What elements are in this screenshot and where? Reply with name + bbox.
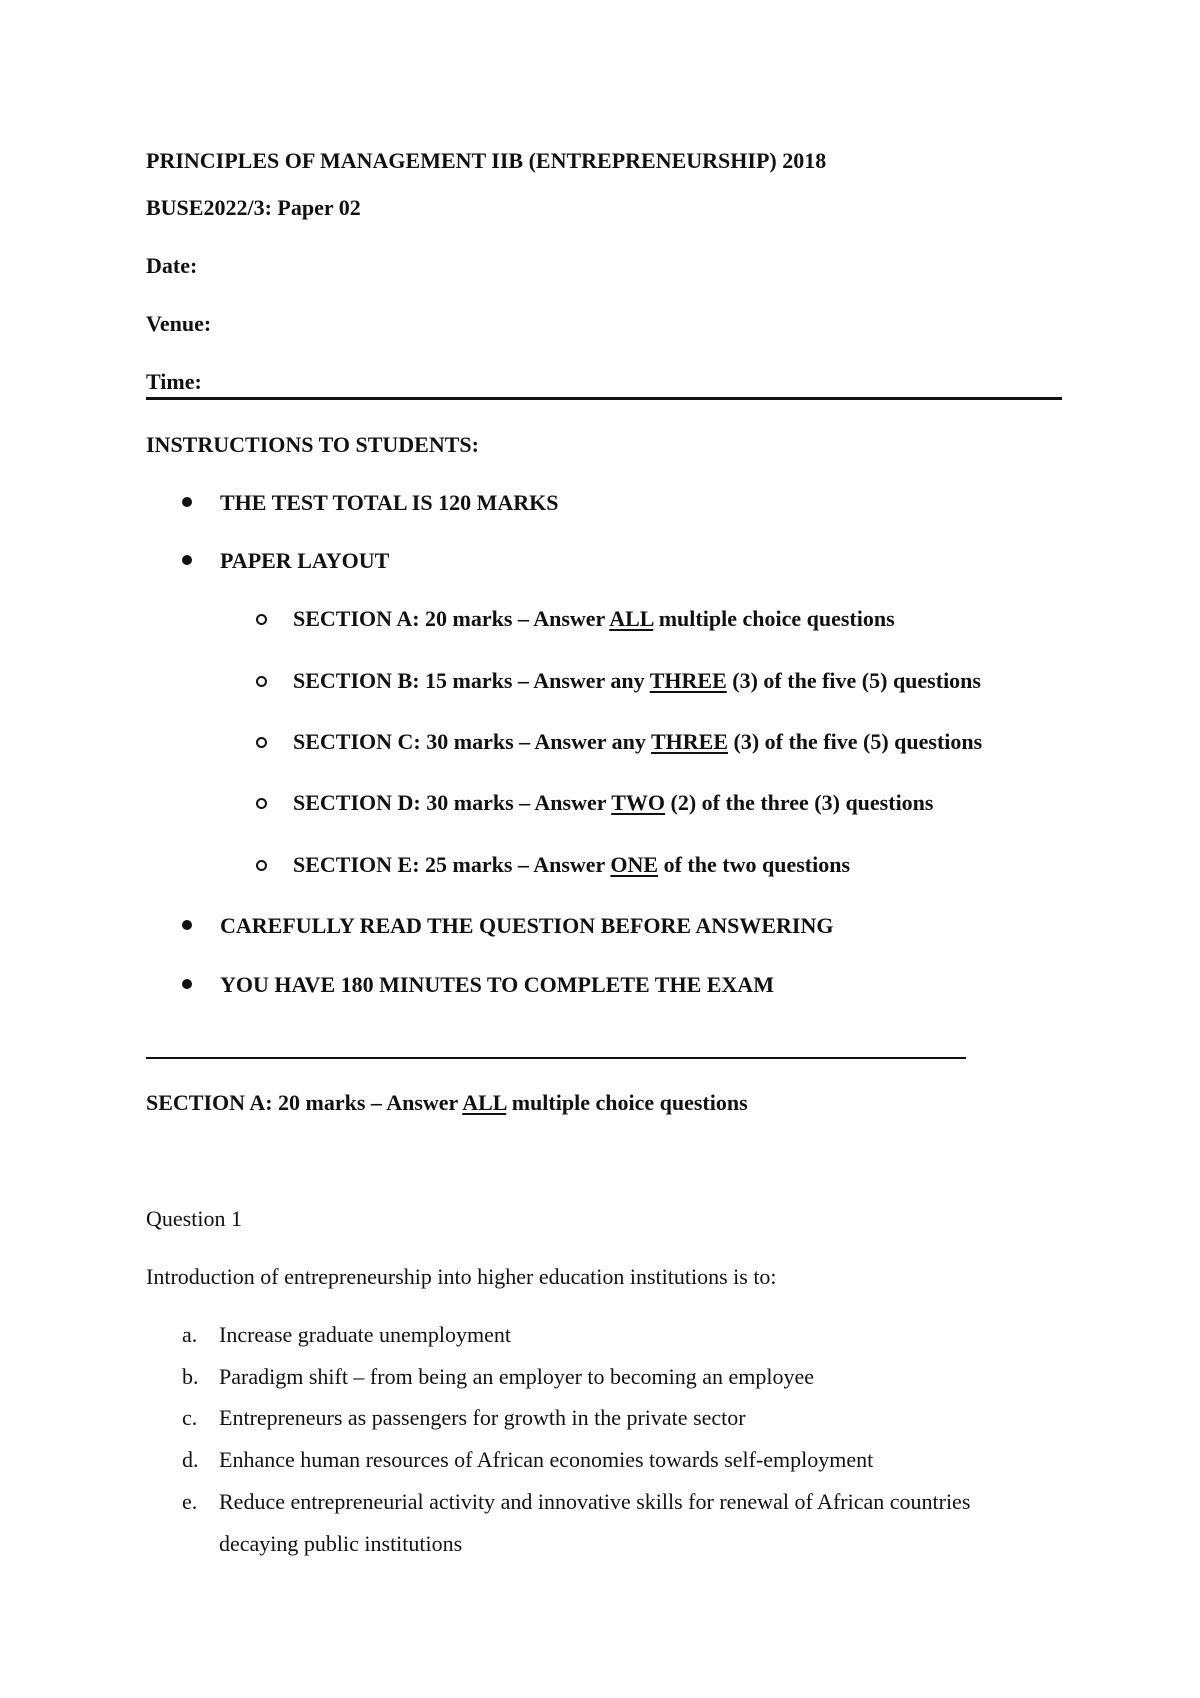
test-total: THE TEST TOTAL IS 120 MARKS bbox=[220, 490, 559, 515]
bullet-icon bbox=[182, 497, 192, 507]
option-b-text: Paradigm shift – from being an employer to becoming an employee bbox=[219, 1364, 815, 1389]
read-carefully: CAREFULLY READ THE QUESTION BEFORE ANSWERING bbox=[220, 913, 834, 938]
instructions-heading: INSTRUCTIONS TO STUDENTS: bbox=[146, 432, 479, 457]
option-b-letter: b. bbox=[182, 1364, 199, 1389]
option-e-text: Reduce entrepreneurial activity and innovative skills for renewal of African countries bbox=[219, 1489, 971, 1514]
bullet-icon bbox=[182, 979, 192, 989]
exam-title: PRINCIPLES OF MANAGEMENT IIB (ENTREPRENEURSHIP) 2018 bbox=[146, 148, 827, 173]
option-d-text: Enhance human resources of African economies towards self-employment bbox=[219, 1447, 874, 1472]
time-label: Time: bbox=[146, 369, 202, 394]
option-e-text-continued: decaying public institutions bbox=[219, 1531, 463, 1556]
section-d-instruction: SECTION D: 30 marks – Answer TWO (2) of the three (3) questions bbox=[293, 790, 934, 815]
section-b-instruction: SECTION B: 15 marks – Answer any THREE (3) of the five (5) questions bbox=[293, 668, 981, 693]
option-d-letter: d. bbox=[182, 1447, 199, 1472]
bullet-icon bbox=[182, 555, 192, 565]
sub-bullet-icon bbox=[256, 676, 267, 687]
section-a-instruction: SECTION A: 20 marks – Answer ALL multiple choice questions bbox=[293, 606, 895, 631]
paper-layout: PAPER LAYOUT bbox=[220, 548, 390, 573]
header-divider bbox=[146, 397, 1062, 400]
option-c-text: Entrepreneurs as passengers for growth in the private sector bbox=[219, 1405, 746, 1430]
bullet-icon bbox=[182, 920, 192, 930]
paper-code: BUSE2022/3: Paper 02 bbox=[146, 195, 361, 220]
date-label: Date: bbox=[146, 253, 198, 278]
exam-duration: YOU HAVE 180 MINUTES TO COMPLETE THE EXAM bbox=[220, 972, 774, 997]
sub-bullet-icon bbox=[256, 614, 267, 625]
question-1-label: Question 1 bbox=[146, 1206, 242, 1231]
sub-bullet-icon bbox=[256, 798, 267, 809]
section-c-instruction: SECTION C: 30 marks – Answer any THREE (3) of the five (5) questions bbox=[293, 729, 983, 754]
section-a-heading: SECTION A: 20 marks – Answer ALL multiple choice questions bbox=[146, 1090, 748, 1115]
option-e-letter: e. bbox=[182, 1489, 198, 1514]
option-c-letter: c. bbox=[182, 1405, 198, 1430]
venue-label: Venue: bbox=[146, 311, 212, 336]
sub-bullet-icon bbox=[256, 860, 267, 871]
section-e-instruction: SECTION E: 25 marks – Answer ONE of the two questions bbox=[293, 852, 851, 877]
section-divider bbox=[146, 1057, 966, 1059]
sub-bullet-icon bbox=[256, 737, 267, 748]
option-a-text: Increase graduate unemployment bbox=[219, 1322, 511, 1347]
option-a-letter: a. bbox=[182, 1322, 198, 1347]
question-1-stem: Introduction of entrepreneurship into higher education institutions is to: bbox=[146, 1264, 777, 1289]
